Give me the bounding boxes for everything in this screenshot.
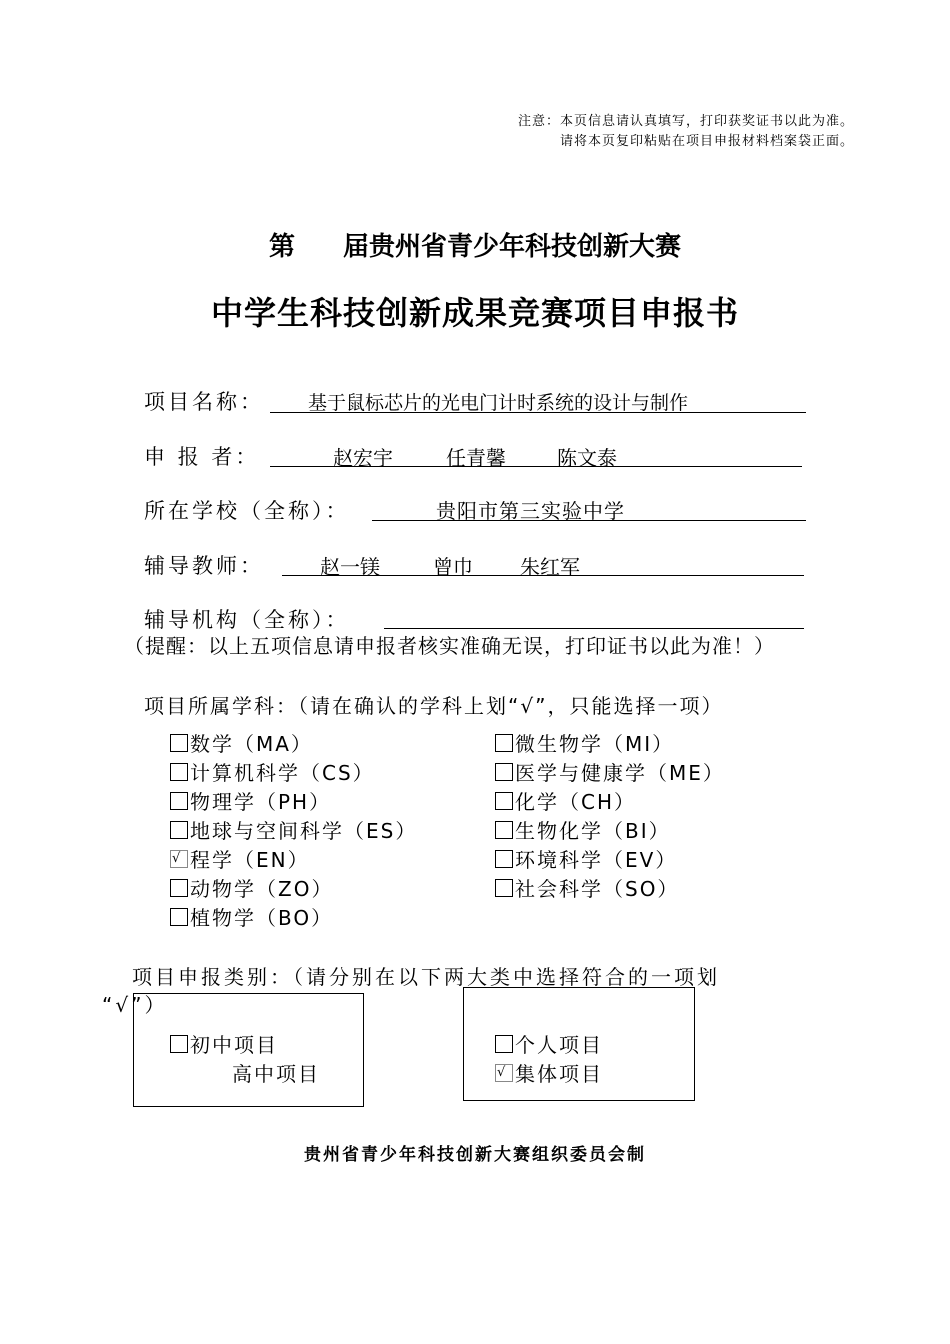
title-competition-name: 届贵州省青少年科技创新大赛 xyxy=(343,232,682,262)
subject-option-zo[interactable] xyxy=(170,873,333,902)
subject-option-bo[interactable] xyxy=(170,902,333,931)
teacher-name-1: 赵一镁 xyxy=(320,555,380,579)
reminder-text: （提醒：以上五项信息请申报者核实准确无误，打印证书以此为准！） xyxy=(124,634,775,658)
checkbox[interactable] xyxy=(495,792,513,810)
checkbox[interactable] xyxy=(495,1035,513,1053)
type-label: 个人项目 xyxy=(515,1033,603,1057)
competition-title xyxy=(0,226,950,263)
subject-option-ma[interactable] xyxy=(170,728,313,757)
category-heading-line-1: 项目申报类别：（请分别在以下两大类中选择符合的一项划 xyxy=(132,965,720,989)
institution-field[interactable] xyxy=(384,602,804,629)
applicant-name-1: 赵宏宇 xyxy=(333,446,393,470)
subject-label: 化学（CH） xyxy=(515,790,637,814)
subject-label: 生物化学（BI） xyxy=(515,819,671,843)
subject-label: 物理学（PH） xyxy=(190,790,332,814)
applicant-label: 申 报 者： xyxy=(144,445,260,469)
notice-line-1: 注意：本页信息请认真填写，打印获奖证书以此为准。 xyxy=(517,114,854,129)
subject-label: 医学与健康学（ME） xyxy=(515,761,725,785)
subject-label: 动物学（ZO） xyxy=(190,877,334,901)
checkbox[interactable] xyxy=(495,821,513,839)
type-label: 集体项目 xyxy=(515,1062,603,1086)
institution-label: 辅导机构（全称）： xyxy=(144,608,350,632)
subject-label: 地球与空间科学（ES） xyxy=(190,819,418,843)
notice-line-2: 请将本页复印粘贴在项目申报材料档案袋正面。 xyxy=(559,134,854,149)
applicant-name-2: 任青馨 xyxy=(446,446,506,470)
level-label: 初中项目 xyxy=(190,1033,278,1057)
checkbox[interactable] xyxy=(495,850,513,868)
school-label: 所在学校（全称）： xyxy=(144,499,350,523)
category-heading-line-2: “√”） xyxy=(102,993,168,1017)
subject-option-ch[interactable] xyxy=(495,786,636,815)
checkbox[interactable] xyxy=(170,763,188,781)
subject-option-ph[interactable] xyxy=(170,786,331,815)
issuer-footer: 贵州省青少年科技创新大赛组织委员会制 xyxy=(304,1145,646,1165)
subject-label: 社会科学（SO） xyxy=(515,877,680,901)
title-edition-prefix: 第 xyxy=(268,232,295,262)
subject-label: 程学（EN） xyxy=(190,848,310,872)
checkbox[interactable] xyxy=(170,792,188,810)
checkbox-checked[interactable] xyxy=(170,850,188,868)
subject-label: 数学（MA） xyxy=(190,732,313,756)
subject-option-ev[interactable] xyxy=(495,844,677,873)
subject-option-es[interactable] xyxy=(170,815,417,844)
subject-option-me[interactable] xyxy=(495,757,725,786)
project-name-label: 项目名称： xyxy=(144,390,264,414)
checkbox[interactable] xyxy=(170,821,188,839)
level-label: 高中项目 xyxy=(232,1062,320,1086)
checkbox[interactable] xyxy=(170,1035,188,1053)
subject-label: 微生物学（MI） xyxy=(515,732,675,756)
school-value: 贵阳市第三实验中学 xyxy=(436,499,625,523)
teacher-name-2: 曾巾 xyxy=(433,555,473,579)
checkbox[interactable] xyxy=(170,879,188,897)
subject-option-en[interactable] xyxy=(170,844,310,873)
level-option-junior[interactable] xyxy=(170,1029,278,1058)
checkbox[interactable] xyxy=(170,908,188,926)
type-option-team[interactable] xyxy=(495,1058,603,1087)
level-option-senior[interactable] xyxy=(232,1058,320,1087)
subject-heading: 项目所属学科：（请在确认的学科上划“√”，只能选择一项） xyxy=(144,694,724,718)
form-title: 中学生科技创新成果竞赛项目申报书 xyxy=(210,294,739,332)
teacher-name-3: 朱红军 xyxy=(520,555,580,579)
subject-option-so[interactable] xyxy=(495,873,679,902)
checkbox[interactable] xyxy=(170,734,188,752)
project-name-value: 基于鼠标芯片的光电门计时系统的设计与制作 xyxy=(308,392,689,414)
teacher-label: 辅导教师： xyxy=(144,554,264,578)
subject-label: 计算机科学（CS） xyxy=(190,761,375,785)
subject-option-bi[interactable] xyxy=(495,815,671,844)
subject-label: 植物学（BO） xyxy=(190,906,334,930)
subject-option-mi[interactable] xyxy=(495,728,674,757)
checkbox[interactable] xyxy=(495,879,513,897)
type-option-individual[interactable] xyxy=(495,1029,603,1058)
checkbox[interactable] xyxy=(495,734,513,752)
checkbox-checked[interactable] xyxy=(495,1064,513,1082)
checkbox[interactable] xyxy=(495,763,513,781)
subject-option-cs[interactable] xyxy=(170,757,375,786)
applicant-name-3: 陈文泰 xyxy=(557,446,617,470)
subject-label: 环境科学（EV） xyxy=(515,848,678,872)
